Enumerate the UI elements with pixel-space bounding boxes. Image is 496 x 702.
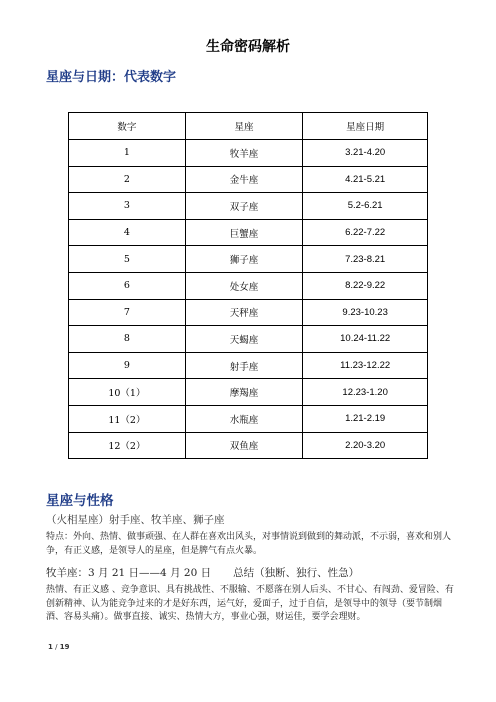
cell-number: 5 [69, 246, 186, 273]
table-row [69, 272, 428, 299]
cell-dates: 7.23-8.21 [303, 246, 428, 273]
section-heading-zodiac-dates: 星座与日期：代表数字 [46, 70, 177, 85]
table-row [69, 219, 428, 246]
cell-number: 1 [69, 140, 186, 167]
cell-number: 4 [69, 219, 186, 246]
aries-description-paragraph: 热情、有正义感 、竞争意识、具有挑战性、不服输、不愿落在别人后头、不甘心、有闯劲、爱冒险、有创新精神、认为能竞争过来的才是好东西，运气好，爱面子，过于自信，是领导中的领导（要节制烟酒、容易头痛）。做事直接、诚实、热情大方，事业心强，财运佳，要学会理财。 [46, 585, 454, 622]
aries-summary: 总结（独断、独行、性急） [233, 567, 360, 579]
table-row [69, 246, 428, 273]
cell-sign: 处女座 [185, 272, 303, 299]
column-header-sign: 星座 [185, 113, 303, 140]
cell-dates: 9.23-10.23 [303, 299, 428, 326]
table-row [69, 432, 428, 459]
table-header-row [69, 113, 428, 140]
table-row [69, 405, 428, 432]
cell-sign: 双子座 [185, 193, 303, 220]
page-number: 1 [48, 643, 53, 651]
cell-sign: 摩羯座 [185, 379, 303, 406]
table-row [69, 166, 428, 193]
cell-dates: 8.22-9.22 [303, 272, 428, 299]
cell-dates: 3.21-4.20 [303, 140, 428, 167]
table-row [69, 352, 428, 379]
section-heading-personality: 星座与性格 [46, 493, 114, 509]
cell-sign: 双鱼座 [185, 432, 303, 459]
cell-number: 9 [69, 352, 186, 379]
cell-dates: 6.22-7.22 [303, 219, 428, 246]
column-header-dates: 星座日期 [303, 113, 428, 140]
cell-sign: 金牛座 [185, 166, 303, 193]
zodiac-table [68, 112, 428, 459]
cell-sign: 天秤座 [185, 299, 303, 326]
cell-number: 7 [69, 299, 186, 326]
cell-dates: 5.2-6.21 [303, 193, 428, 220]
page-separator: / [55, 643, 58, 651]
total-pages: 19 [59, 643, 70, 651]
cell-sign: 水瓶座 [185, 405, 303, 432]
cell-dates: 12.23-1.20 [303, 379, 428, 406]
cell-dates: 11.23-12.22 [303, 352, 428, 379]
cell-number: 2 [69, 166, 186, 193]
column-header-number: 数字 [69, 113, 186, 140]
table-row [69, 140, 428, 167]
aries-heading-line [46, 567, 456, 581]
cell-dates: 1.21-2.19 [303, 405, 428, 432]
cell-sign: 射手座 [185, 352, 303, 379]
table-row [69, 379, 428, 406]
cell-sign: 狮子座 [185, 246, 303, 273]
cell-number: 10（1） [69, 379, 186, 406]
page-title: 生命密码解析 [206, 39, 290, 55]
cell-number: 6 [69, 272, 186, 299]
cell-sign: 天蝎座 [185, 326, 303, 353]
cell-number: 12（2） [69, 432, 186, 459]
fire-signs-heading: （火相星座）射手座、牧羊座、狮子座 [46, 514, 225, 526]
fire-signs-traits-paragraph: 特点：外向、热情、做事顽强、在人群在喜欢出风头，对事情说到做到的舞动派，不示弱，喜欢和别人争，有正义感，是领导人的星座，但是脾气有点火暴。 [46, 532, 452, 556]
cell-number: 3 [69, 193, 186, 220]
table-row [69, 326, 428, 353]
cell-dates: 4.21-5.21 [303, 166, 428, 193]
table-row [69, 193, 428, 220]
cell-number: 11（2） [69, 405, 186, 432]
page-footer [48, 643, 69, 651]
cell-sign: 巨蟹座 [185, 219, 303, 246]
cell-sign: 牧羊座 [185, 140, 303, 167]
cell-number: 8 [69, 326, 186, 353]
cell-dates: 10.24-11.22 [303, 326, 428, 353]
cell-dates: 2.20-3.20 [303, 432, 428, 459]
table-row [69, 299, 428, 326]
aries-title: 牧羊座：3 月 21 日——4 月 20 日 [46, 567, 212, 579]
